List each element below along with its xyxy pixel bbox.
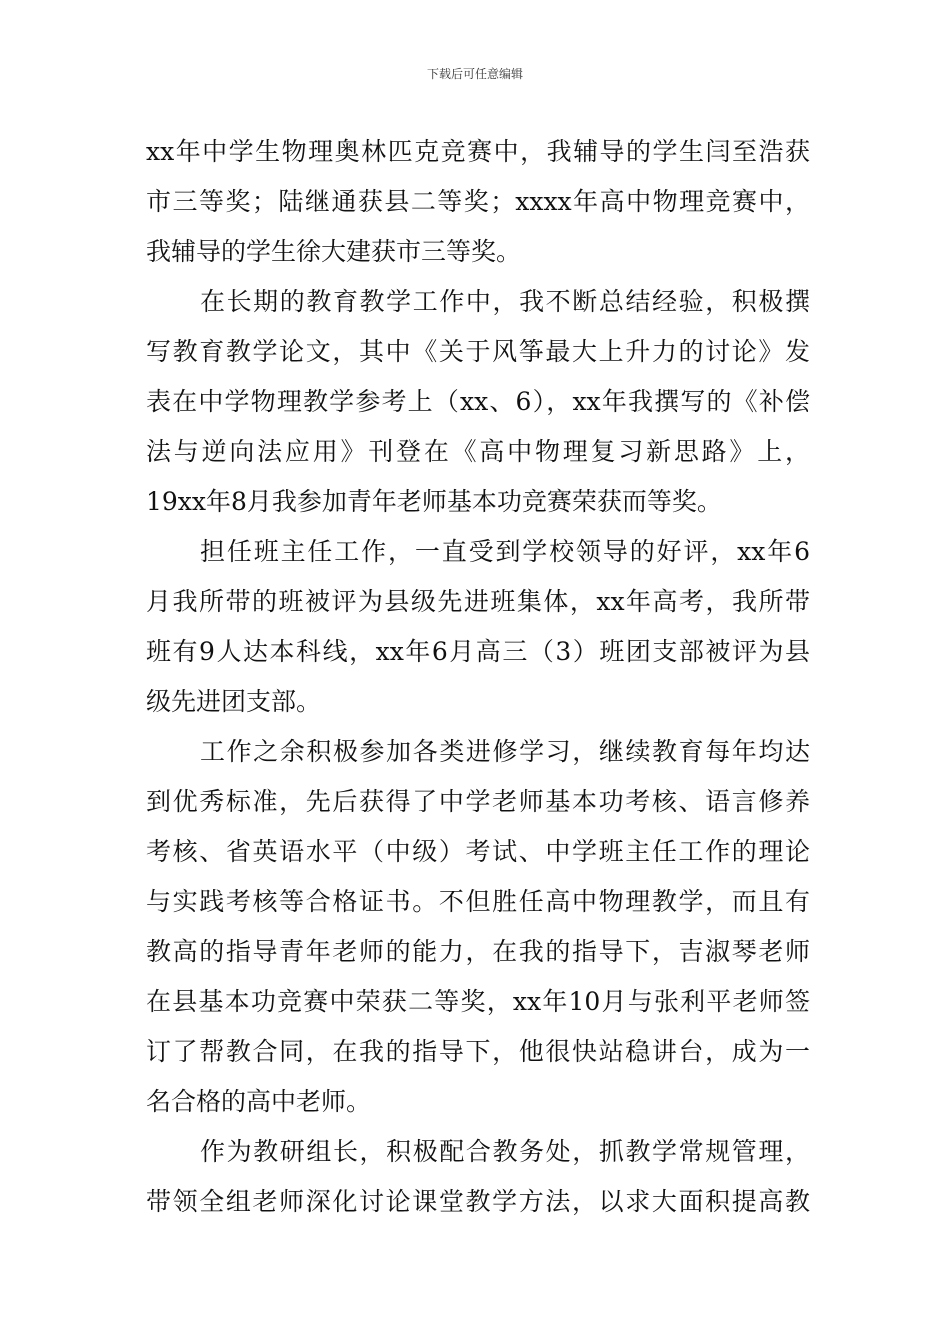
- text-line: 订了帮教合同，在我的指导下，他很快站稳讲台，成为一: [146, 1037, 810, 1066]
- text-line: 级先进团支部。: [146, 687, 322, 716]
- text-line: 在长期的教育教学工作中，我不断总结经验，积极撰: [200, 287, 810, 316]
- paragraph-competition-awards: [146, 127, 810, 277]
- paragraph-teaching-papers: [146, 277, 810, 527]
- text-line: 在县基本功竞赛中荣获二等奖，xx年10月与张利平老师签: [146, 987, 810, 1016]
- text-line: 名合格的高中老师。: [146, 1087, 372, 1116]
- text-line: xx年中学生物理奥林匹克竞赛中，我辅导的学生闫至浩获: [146, 137, 810, 166]
- paragraph-further-study: [146, 727, 810, 1127]
- text-line: 到优秀标准，先后获得了中学老师基本功考核、语言修养: [146, 787, 810, 816]
- page-header: 下载后可任意编辑: [426, 67, 523, 81]
- text-line: 我辅导的学生徐大建获市三等奖。: [146, 237, 522, 266]
- text-line: 市三等奖；陆继通获县二等奖；xxxx年高中物理竞赛中，: [146, 187, 810, 216]
- text-line: 教高的指导青年老师的能力，在我的指导下，吉淑琴老师: [146, 937, 810, 966]
- paragraph-research-group: [146, 1127, 810, 1227]
- text-line: 工作之余积极参加各类进修学习，继续教育每年均达: [200, 737, 810, 766]
- text-line: 考核、省英语水平（中级）考试、中学班主任工作的理论: [146, 837, 810, 866]
- text-line: 担任班主任工作，一直受到学校领导的好评，xx年6: [200, 537, 810, 566]
- text-line: 带领全组老师深化讨论课堂教学方法，以求大面积提高教: [146, 1187, 810, 1216]
- text-line: 班有9人达本科线，xx年6月高三（3）班团支部被评为县: [146, 637, 810, 666]
- text-line: 写教育教学论文，其中《关于风筝最大上升力的讨论》发: [146, 337, 810, 366]
- text-line: 月我所带的班被评为县级先进班集体，xx年高考，我所带: [146, 587, 810, 616]
- text-line: 表在中学物理教学参考上（xx、6），xx年我撰写的《补偿: [146, 387, 810, 416]
- document-body: [146, 127, 810, 1227]
- text-line: 法与逆向法应用》刊登在《高中物理复习新思路》上，: [146, 437, 810, 466]
- text-line: 与实践考核等合格证书。不但胜任高中物理教学，而且有: [146, 887, 810, 916]
- text-line: 作为教研组长，积极配合教务处，抓教学常规管理，: [200, 1137, 810, 1166]
- text-line: 19xx年8月我参加青年老师基本功竞赛荣获而等奖。: [146, 487, 722, 516]
- paragraph-class-teacher: [146, 527, 810, 727]
